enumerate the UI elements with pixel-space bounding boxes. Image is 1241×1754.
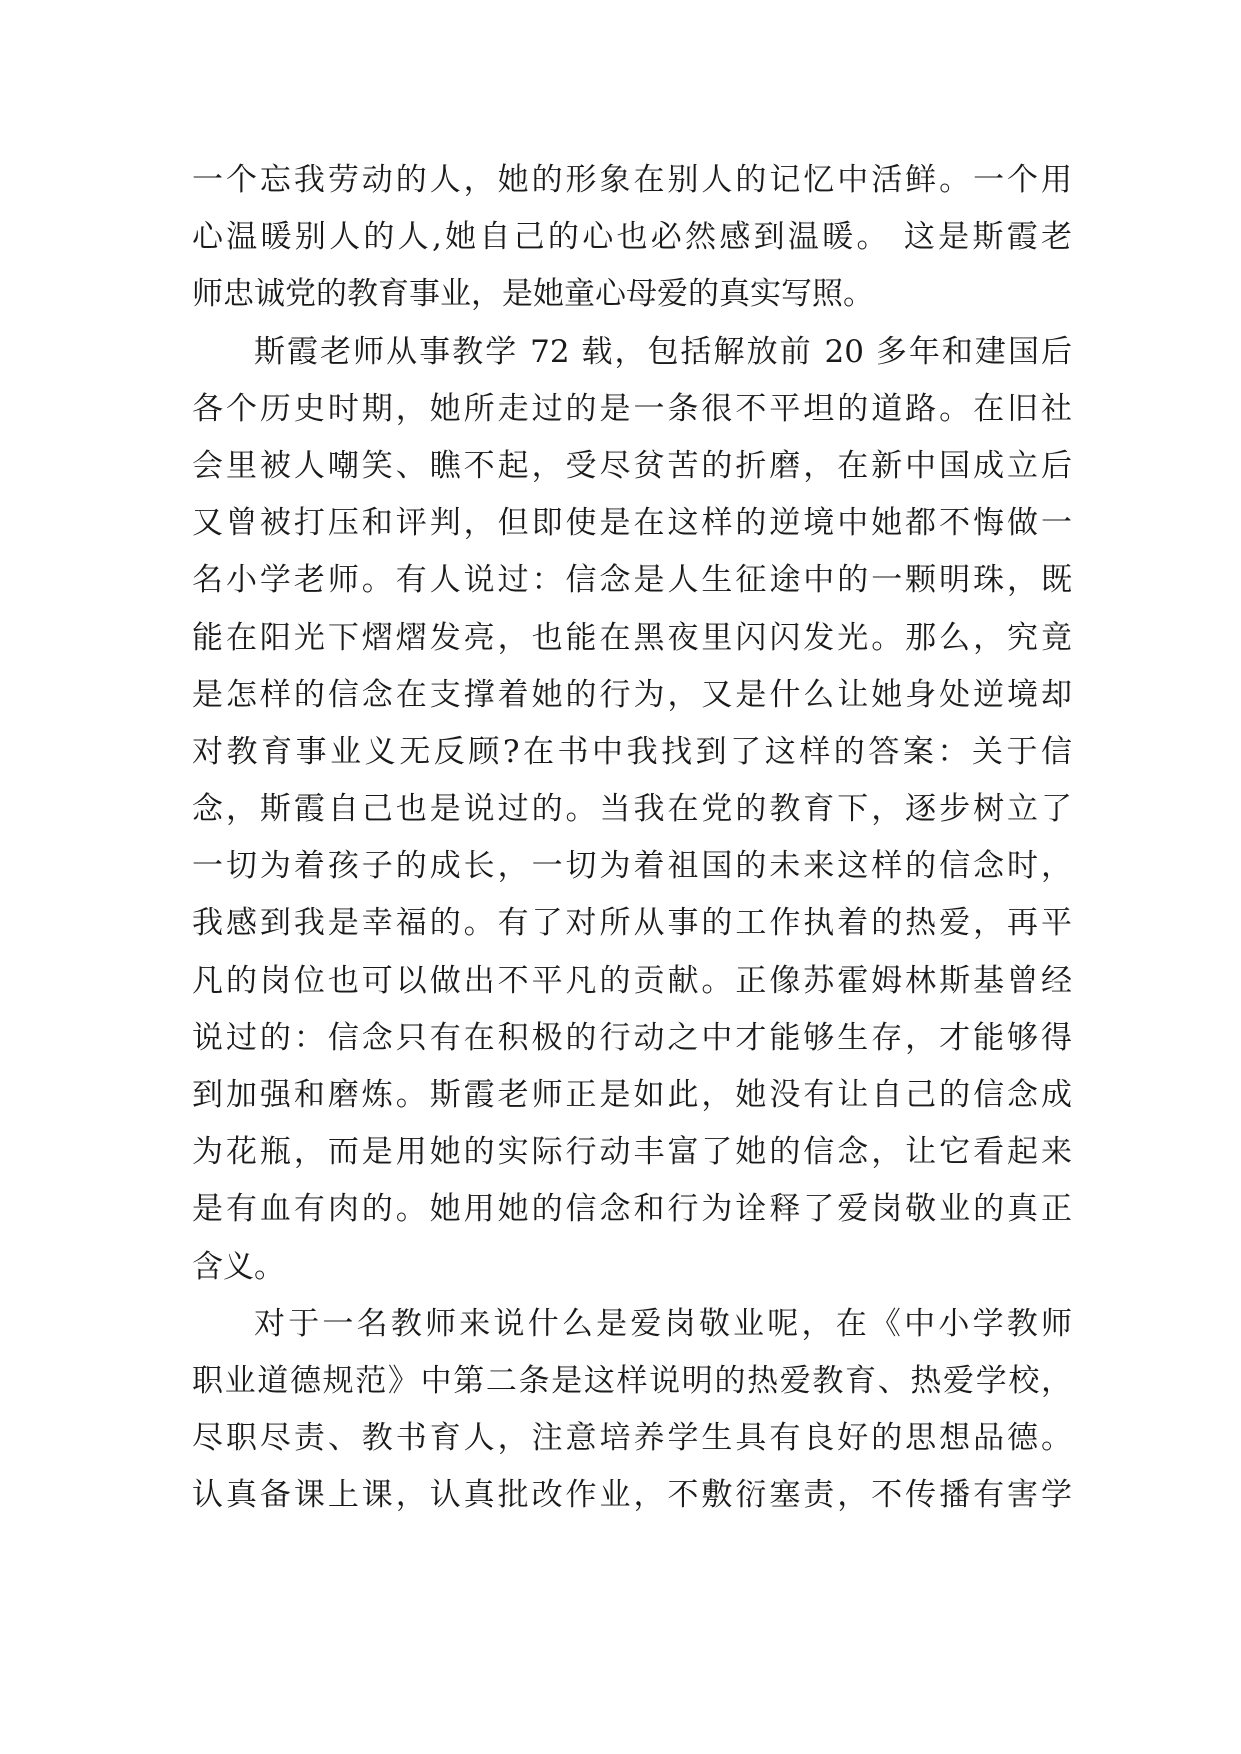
paragraph-2-line-16: 是有血有肉的。她用她的信念和行为诠释了爱岗敬业的真正 [192, 1191, 1072, 1228]
paragraph-2-line-13: 说过的：信念只有在积极的行动之中才能够生存，才能够得 [192, 1019, 1072, 1056]
paragraph-2-line-7: 是怎样的信念在支撑着她的行为，又是什么让她身处逆境却 [192, 676, 1072, 713]
paragraph-2-line-4: 又曾被打压和评判，但即使是在这样的逆境中她都不悔做一 [192, 505, 1072, 542]
paragraph-3-line-4: 认真备课上课，认真批改作业，不敷衍塞责，不传播有害学 [192, 1477, 1072, 1514]
paragraph-2-line-2: 各个历史时期，她所走过的是一条很不平坦的道路。在旧社 [192, 390, 1072, 427]
paragraph-1-line-1: 一个忘我劳动的人，她的形象在别人的记忆中活鲜。一个用 [192, 162, 1072, 198]
paragraph-2-line-8: 对教育事业义无反顾?在书中我找到了这样的答案：关于信 [192, 733, 1072, 770]
paragraph-2-line-1: 斯霞老师从事教学 72 载，包括解放前 20 多年和建国后 [254, 333, 1072, 370]
document-body [192, 152, 1072, 1525]
paragraph-2-line-5: 名小学老师。有人说过：信念是人生征途中的一颗明珠，既 [192, 562, 1072, 599]
paragraph-2-line-9: 念，斯霞自己也是说过的。当我在党的教育下，逐步树立了 [192, 791, 1072, 828]
paragraph-2-line-6: 能在阳光下熠熠发亮，也能在黑夜里闪闪发光。那么，究竟 [192, 619, 1072, 656]
paragraph-3-line-1: 对于一名教师来说什么是爱岗敬业呢，在《中小学教师 [254, 1305, 1072, 1342]
paragraph-2-line-17: 含义。 [192, 1248, 285, 1285]
paragraph-2-line-14: 到加强和磨炼。斯霞老师正是如此，她没有让自己的信念成 [192, 1077, 1072, 1113]
paragraph-2-line-3: 会里被人嘲笑、瞧不起，受尽贫苦的折磨，在新中国成立后 [192, 447, 1072, 484]
paragraph-2-line-10: 一切为着孩子的成长，一切为着祖国的未来这样的信念时， [192, 848, 1072, 885]
paragraph-2-line-12: 凡的岗位也可以做出不平凡的贡献。正像苏霍姆林斯基曾经 [192, 962, 1072, 999]
paragraph-1-line-3: 师忠诚党的教育事业，是她童心母爱的真实写照。 [192, 276, 874, 313]
paragraph-2-line-11: 我感到我是幸福的。有了对所从事的工作执着的热爱，再平 [192, 905, 1072, 942]
paragraph-2-line-15: 为花瓶，而是用她的实际行动丰富了她的信念，让它看起来 [192, 1134, 1072, 1171]
paragraph-3-line-3: 尽职尽责、教书育人，注意培养学生具有良好的思想品德。 [192, 1420, 1072, 1457]
paragraph-3-line-2: 职业道德规范》中第二条是这样说明的热爱教育、热爱学校， [192, 1362, 1072, 1399]
paragraph-1-line-2: 心温暖别人的人,她自己的心也必然感到温暖。 这是斯霞老 [192, 219, 1072, 256]
